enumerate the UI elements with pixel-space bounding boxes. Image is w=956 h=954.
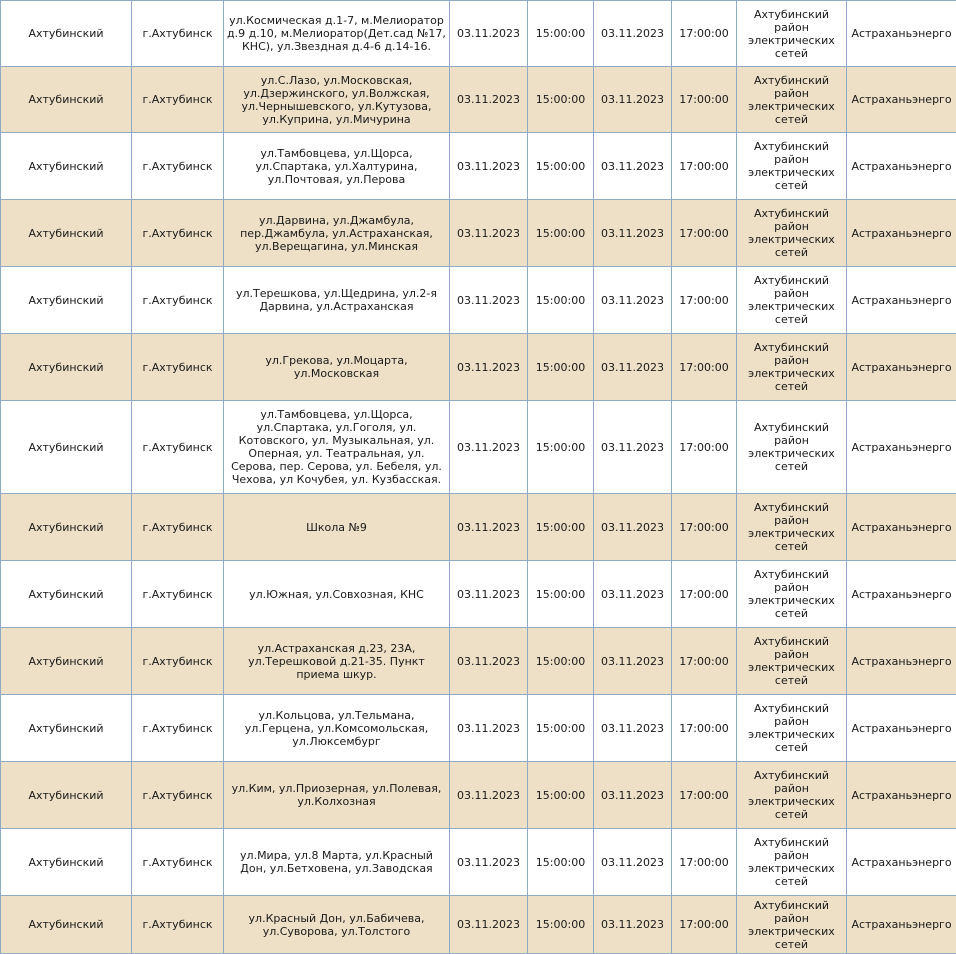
table-row xyxy=(1,561,956,628)
district-cell: Ахтубинский xyxy=(1,695,132,762)
end-date-cell: 03.11.2023 xyxy=(594,561,672,628)
start-date-cell: 03.11.2023 xyxy=(450,267,528,334)
network-cell: Ахтубинский район электрических сетей xyxy=(737,401,847,494)
company-cell: Астраханьэнерго xyxy=(847,133,956,200)
end-time-cell: 17:00:00 xyxy=(672,494,737,561)
address-cell: ул.Южная, ул.Совхозная, КНС xyxy=(224,561,450,628)
network-cell: Ахтубинский район электрических сетей xyxy=(737,267,847,334)
address-cell: ул.Терешкова, ул.Щедрина, ул.2-я Дарвина, ул.Астраханская xyxy=(224,267,450,334)
start-date-cell: 03.11.2023 xyxy=(450,896,528,954)
end-date-cell: 03.11.2023 xyxy=(594,1,672,67)
network-cell: Ахтубинский район электрических сетей xyxy=(737,133,847,200)
city-cell: г.Ахтубинск xyxy=(132,67,224,133)
city-cell: г.Ахтубинск xyxy=(132,200,224,267)
start-time-cell: 15:00:00 xyxy=(528,200,594,267)
address-cell: ул.Ким, ул.Приозерная, ул.Полевая, ул.Колхозная xyxy=(224,762,450,829)
network-cell: Ахтубинский район электрических сетей xyxy=(737,695,847,762)
end-date-cell: 03.11.2023 xyxy=(594,896,672,954)
start-date-cell: 03.11.2023 xyxy=(450,334,528,401)
network-cell: Ахтубинский район электрических сетей xyxy=(737,334,847,401)
table-row xyxy=(1,1,956,67)
district-cell: Ахтубинский xyxy=(1,896,132,954)
city-cell: г.Ахтубинск xyxy=(132,829,224,896)
table-row xyxy=(1,896,956,954)
network-cell: Ахтубинский район электрических сетей xyxy=(737,896,847,954)
start-date-cell: 03.11.2023 xyxy=(450,200,528,267)
table-row xyxy=(1,695,956,762)
end-time-cell: 17:00:00 xyxy=(672,628,737,695)
table-row xyxy=(1,200,956,267)
start-time-cell: 15:00:00 xyxy=(528,1,594,67)
company-cell: Астраханьэнерго xyxy=(847,829,956,896)
start-date-cell: 03.11.2023 xyxy=(450,67,528,133)
district-cell: Ахтубинский xyxy=(1,267,132,334)
start-date-cell: 03.11.2023 xyxy=(450,762,528,829)
company-cell: Астраханьэнерго xyxy=(847,67,956,133)
network-cell: Ахтубинский район электрических сетей xyxy=(737,1,847,67)
end-date-cell: 03.11.2023 xyxy=(594,133,672,200)
end-time-cell: 17:00:00 xyxy=(672,133,737,200)
district-cell: Ахтубинский xyxy=(1,829,132,896)
city-cell: г.Ахтубинск xyxy=(132,628,224,695)
outage-table-body xyxy=(1,1,956,954)
end-date-cell: 03.11.2023 xyxy=(594,628,672,695)
start-time-cell: 15:00:00 xyxy=(528,133,594,200)
company-cell: Астраханьэнерго xyxy=(847,401,956,494)
company-cell: Астраханьэнерго xyxy=(847,561,956,628)
end-time-cell: 17:00:00 xyxy=(672,1,737,67)
end-time-cell: 17:00:00 xyxy=(672,401,737,494)
table-row xyxy=(1,628,956,695)
network-cell: Ахтубинский район электрических сетей xyxy=(737,829,847,896)
address-cell: ул.Грекова, ул.Моцарта, ул.Московская xyxy=(224,334,450,401)
start-time-cell: 15:00:00 xyxy=(528,762,594,829)
district-cell: Ахтубинский xyxy=(1,133,132,200)
start-time-cell: 15:00:00 xyxy=(528,494,594,561)
district-cell: Ахтубинский xyxy=(1,494,132,561)
end-date-cell: 03.11.2023 xyxy=(594,334,672,401)
start-date-cell: 03.11.2023 xyxy=(450,401,528,494)
start-date-cell: 03.11.2023 xyxy=(450,133,528,200)
city-cell: г.Ахтубинск xyxy=(132,133,224,200)
city-cell: г.Ахтубинск xyxy=(132,267,224,334)
network-cell: Ахтубинский район электрических сетей xyxy=(737,762,847,829)
city-cell: г.Ахтубинск xyxy=(132,1,224,67)
company-cell: Астраханьэнерго xyxy=(847,628,956,695)
table-row xyxy=(1,401,956,494)
address-cell: Школа №9 xyxy=(224,494,450,561)
network-cell: Ахтубинский район электрических сетей xyxy=(737,67,847,133)
company-cell: Астраханьэнерго xyxy=(847,1,956,67)
city-cell: г.Ахтубинск xyxy=(132,401,224,494)
end-time-cell: 17:00:00 xyxy=(672,267,737,334)
network-cell: Ахтубинский район электрических сетей xyxy=(737,200,847,267)
company-cell: Астраханьэнерго xyxy=(847,494,956,561)
end-date-cell: 03.11.2023 xyxy=(594,695,672,762)
district-cell: Ахтубинский xyxy=(1,334,132,401)
end-time-cell: 17:00:00 xyxy=(672,200,737,267)
end-date-cell: 03.11.2023 xyxy=(594,762,672,829)
start-date-cell: 03.11.2023 xyxy=(450,494,528,561)
city-cell: г.Ахтубинск xyxy=(132,762,224,829)
start-time-cell: 15:00:00 xyxy=(528,896,594,954)
table-row xyxy=(1,267,956,334)
end-time-cell: 17:00:00 xyxy=(672,561,737,628)
end-date-cell: 03.11.2023 xyxy=(594,67,672,133)
end-date-cell: 03.11.2023 xyxy=(594,401,672,494)
start-time-cell: 15:00:00 xyxy=(528,267,594,334)
address-cell: ул.Тамбовцева, ул.Щорса, ул.Спартака, ул.Гоголя, ул. Котовского, ул. Музыкальная, ул. Оперная, ул. Театральная, ул. Серова, пер. Серова, ул. Бебеля, ул. Чехова, ул Кочубея, ул. Кузбасская. xyxy=(224,401,450,494)
city-cell: г.Ахтубинск xyxy=(132,695,224,762)
district-cell: Ахтубинский xyxy=(1,762,132,829)
table-row xyxy=(1,334,956,401)
start-date-cell: 03.11.2023 xyxy=(450,628,528,695)
end-time-cell: 17:00:00 xyxy=(672,67,737,133)
end-date-cell: 03.11.2023 xyxy=(594,829,672,896)
company-cell: Астраханьэнерго xyxy=(847,267,956,334)
end-time-cell: 17:00:00 xyxy=(672,334,737,401)
table-row xyxy=(1,133,956,200)
start-time-cell: 15:00:00 xyxy=(528,561,594,628)
company-cell: Астраханьэнерго xyxy=(847,334,956,401)
company-cell: Астраханьэнерго xyxy=(847,695,956,762)
end-time-cell: 17:00:00 xyxy=(672,896,737,954)
start-time-cell: 15:00:00 xyxy=(528,67,594,133)
city-cell: г.Ахтубинск xyxy=(132,561,224,628)
start-date-cell: 03.11.2023 xyxy=(450,829,528,896)
city-cell: г.Ахтубинск xyxy=(132,896,224,954)
start-date-cell: 03.11.2023 xyxy=(450,695,528,762)
end-time-cell: 17:00:00 xyxy=(672,762,737,829)
network-cell: Ахтубинский район электрических сетей xyxy=(737,561,847,628)
table-row xyxy=(1,67,956,133)
end-time-cell: 17:00:00 xyxy=(672,695,737,762)
start-time-cell: 15:00:00 xyxy=(528,829,594,896)
address-cell: ул.Тамбовцева, ул.Щорса, ул.Спартака, ул.Халтурина, ул.Почтовая, ул.Перова xyxy=(224,133,450,200)
address-cell: ул.Красный Дон, ул.Бабичева, ул.Суворова, ул.Толстого xyxy=(224,896,450,954)
address-cell: ул.С.Лазо, ул.Московская, ул.Дзержинского, ул.Волжская, ул.Чернышевского, ул.Кутузова, ул.Куприна, ул.Мичурина xyxy=(224,67,450,133)
end-date-cell: 03.11.2023 xyxy=(594,200,672,267)
district-cell: Ахтубинский xyxy=(1,67,132,133)
company-cell: Астраханьэнерго xyxy=(847,762,956,829)
district-cell: Ахтубинский xyxy=(1,200,132,267)
start-time-cell: 15:00:00 xyxy=(528,334,594,401)
district-cell: Ахтубинский xyxy=(1,1,132,67)
start-time-cell: 15:00:00 xyxy=(528,695,594,762)
district-cell: Ахтубинский xyxy=(1,401,132,494)
start-date-cell: 03.11.2023 xyxy=(450,561,528,628)
end-time-cell: 17:00:00 xyxy=(672,829,737,896)
district-cell: Ахтубинский xyxy=(1,561,132,628)
network-cell: Ахтубинский район электрических сетей xyxy=(737,494,847,561)
company-cell: Астраханьэнерго xyxy=(847,200,956,267)
address-cell: ул.Космическая д.1-7, м.Мелиоратор д.9 д.10, м.Мелиоратор(Дет.сад №17, КНС), ул.Звездная д.4-6 д.14-16. xyxy=(224,1,450,67)
table-row xyxy=(1,762,956,829)
city-cell: г.Ахтубинск xyxy=(132,494,224,561)
start-time-cell: 15:00:00 xyxy=(528,628,594,695)
end-date-cell: 03.11.2023 xyxy=(594,267,672,334)
table-row xyxy=(1,829,956,896)
end-date-cell: 03.11.2023 xyxy=(594,494,672,561)
table-row xyxy=(1,494,956,561)
start-date-cell: 03.11.2023 xyxy=(450,1,528,67)
city-cell: г.Ахтубинск xyxy=(132,334,224,401)
network-cell: Ахтубинский район электрических сетей xyxy=(737,628,847,695)
company-cell: Астраханьэнерго xyxy=(847,896,956,954)
address-cell: ул.Дарвина, ул.Джамбула, пер.Джамбула, ул.Астраханская, ул.Верещагина, ул.Минская xyxy=(224,200,450,267)
address-cell: ул.Кольцова, ул.Тельмана, ул.Герцена, ул.Комсомольская, ул.Люксембург xyxy=(224,695,450,762)
start-time-cell: 15:00:00 xyxy=(528,401,594,494)
address-cell: ул.Астраханская д.23, 23А, ул.Терешковой д.21-35. Пункт приема шкур. xyxy=(224,628,450,695)
district-cell: Ахтубинский xyxy=(1,628,132,695)
address-cell: ул.Мира, ул.8 Марта, ул.Красный Дон, ул.Бетховена, ул.Заводская xyxy=(224,829,450,896)
